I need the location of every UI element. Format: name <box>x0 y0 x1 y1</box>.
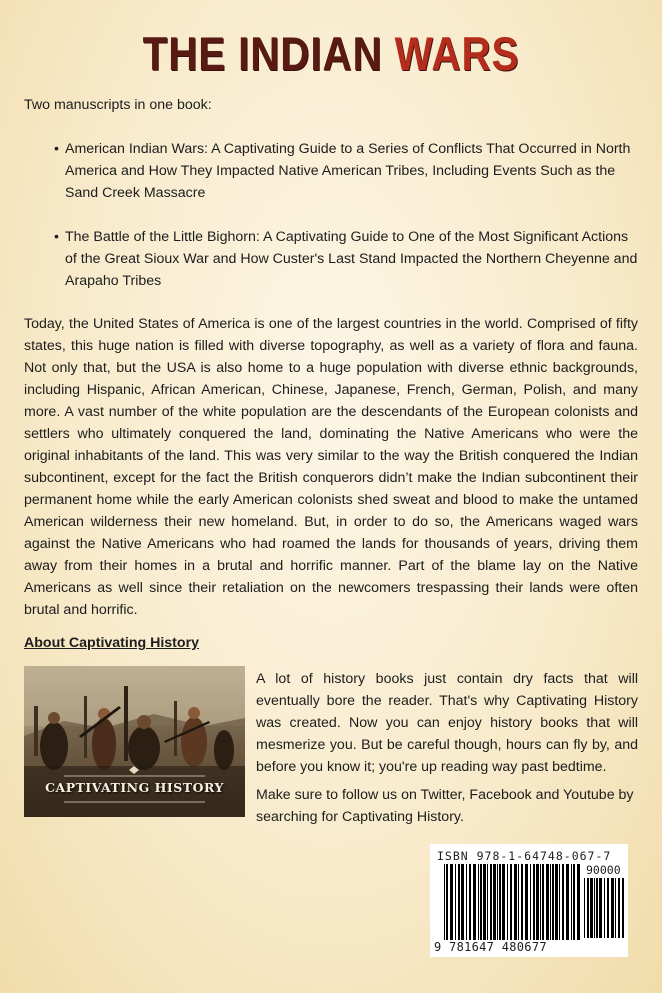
description-paragraph: Today, the United States of America is one of the largest countries in the world. Comprised of fifty states, this huge nation is filled with diverse topography, as well as a variety of flora and fauna. Not only that, but the USA is also home to a huge population with diverse ethnic backgrounds, including Hispanic, African American, Chinese, Japanese, French, German, Polish, and many more. A vast number of the white population are the descendants of the European colonists and settlers who ultimately conquered the land, dominating the Native Americans who were the original inhabitants of the land. This was very similar to the way the British conquered the Indian subcontinent, except for the fact the British conquerors didn’t make the Indian subcontinent their permanent home while the early American colonists shed sweat and blood to make the untamed American wilderness their new homeland. But, in order to do so, the Americans waged wars against the Native Americans who had roamed the lands for thousands of years, driving them away from their homes in a brutal and horrific manner. Part of the blame lay on the Native Americans as well since their retaliation on the newcomers trespassing their lands were often brutal and horrific. <box>24 316 638 618</box>
intro-text: Two manuscripts in one book: <box>24 97 212 113</box>
manuscript-title: American Indian Wars: A Captivating Guide to a Series of Conflicts That Occurred in North America and How They Impacted Native American Tribes, Including Events Such as the Sand Creek Massacre <box>65 141 631 201</box>
bullet-icon: • <box>54 229 59 245</box>
manuscript-title: The Battle of the Little Bighorn: A Captivating Guide to One of the Most Significant Actions of the Great Sioux War and How Custer's Last Stand Impacted the Northern Cheyenne and Arapaho Tribes <box>65 229 638 289</box>
book-title <box>46 26 615 81</box>
manuscript-item <box>54 226 642 292</box>
bullet-icon: • <box>54 141 59 157</box>
about-paragraph: A lot of history books just contain dry facts that will eventually bore the reader. That's why Captivating History was created. Now you can enjoy history books that will mesmerize you. But be careful though, hours can fly by, and before you know it; you're up reading way past bedtime. <box>256 671 638 775</box>
barcode-bars-icon <box>444 864 580 940</box>
ean-digits: 9 781647 480677 <box>434 940 547 954</box>
title-part-1: THE INDIAN <box>142 27 395 80</box>
title-part-2: WARS <box>394 27 520 80</box>
publisher-logo-text: CAPTIVATING HISTORY <box>45 780 224 795</box>
manuscript-item <box>54 138 642 204</box>
price-barcode-icon <box>584 878 624 938</box>
about-heading: About Captivating History <box>24 635 199 651</box>
manuscript-list <box>54 138 642 314</box>
isbn-barcode <box>430 844 628 957</box>
isbn-number: ISBN 978-1-64748-067-7 <box>437 849 612 863</box>
price-code: 90000 <box>586 863 621 877</box>
follow-paragraph: Make sure to follow us on Twitter, Facebook and Youtube by searching for Captivating History. <box>256 787 634 825</box>
battle-painting-image <box>24 666 245 817</box>
